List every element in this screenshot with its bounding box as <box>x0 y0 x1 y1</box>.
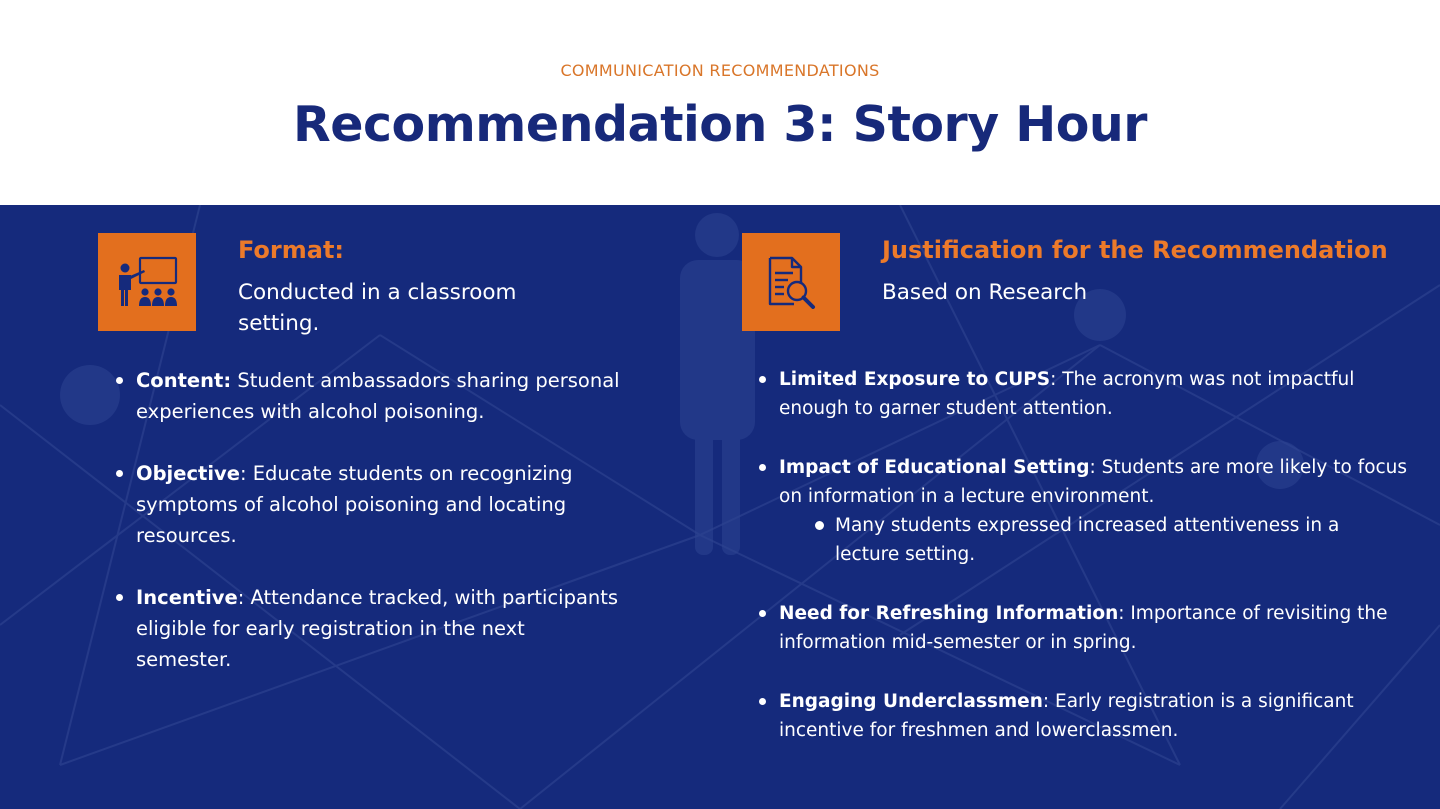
bullet-text: : The acronym was not impactful enough to garner student attention. <box>779 369 1355 419</box>
bullet-term: Impact of Educational Setting <box>779 457 1090 478</box>
section-kicker: COMMUNICATION RECOMMENDATIONS <box>560 61 880 80</box>
bullet-term: Content: <box>136 369 232 392</box>
teacher-classroom-icon <box>115 254 179 310</box>
bullet-text: : Attendance tracked, with participants eligible for early registration in the next semester. <box>136 586 619 671</box>
justification-bullets <box>759 365 1409 775</box>
teacher-classroom-icon-box <box>98 233 196 331</box>
list-item <box>759 453 1409 569</box>
bullet-term: Need for Refreshing Information <box>779 603 1119 624</box>
bullet-text: : Educate students on recognizing symptoms of alcohol poisoning and locating resources. <box>136 462 573 547</box>
content-panel <box>0 205 1440 809</box>
list-item <box>116 582 626 675</box>
list-item <box>116 365 626 427</box>
bullet-text: Student ambassadors sharing personal experiences with alcohol poisoning. <box>136 369 620 423</box>
bullet-text: : Importance of revisiting the information mid-semester or in spring. <box>779 603 1388 653</box>
format-description: Conducted in a classroom setting. <box>238 280 517 336</box>
format-bullets <box>116 365 626 706</box>
list-item <box>116 458 626 551</box>
bullet-text: : Early registration is a significant incentive for freshmen and lowerclassmen. <box>779 691 1354 741</box>
format-heading: Format: <box>238 236 345 264</box>
sub-bullets <box>779 511 1409 569</box>
bullet-text: : Students are more likely to focus on information in a lecture environment. <box>779 457 1408 507</box>
list-item <box>759 365 1409 423</box>
justification-heading: Justification for the Recommendation <box>882 236 1388 264</box>
slide-header <box>0 0 1440 205</box>
justification-description: Based on Research <box>882 280 1088 305</box>
sub-list-item: Many students expressed increased attentiveness in a lecture setting. <box>815 511 1409 569</box>
list-item <box>759 687 1409 745</box>
bullet-term: Objective <box>136 462 240 485</box>
document-search-icon-box <box>742 233 840 331</box>
bullet-term: Limited Exposure to CUPS <box>779 369 1051 390</box>
bullet-term: Incentive <box>136 586 238 609</box>
slide-title: Recommendation 3: Story Hour <box>293 96 1147 153</box>
bullet-term: Engaging Underclassmen <box>779 691 1043 712</box>
list-item <box>759 599 1409 657</box>
document-search-icon <box>764 255 818 309</box>
